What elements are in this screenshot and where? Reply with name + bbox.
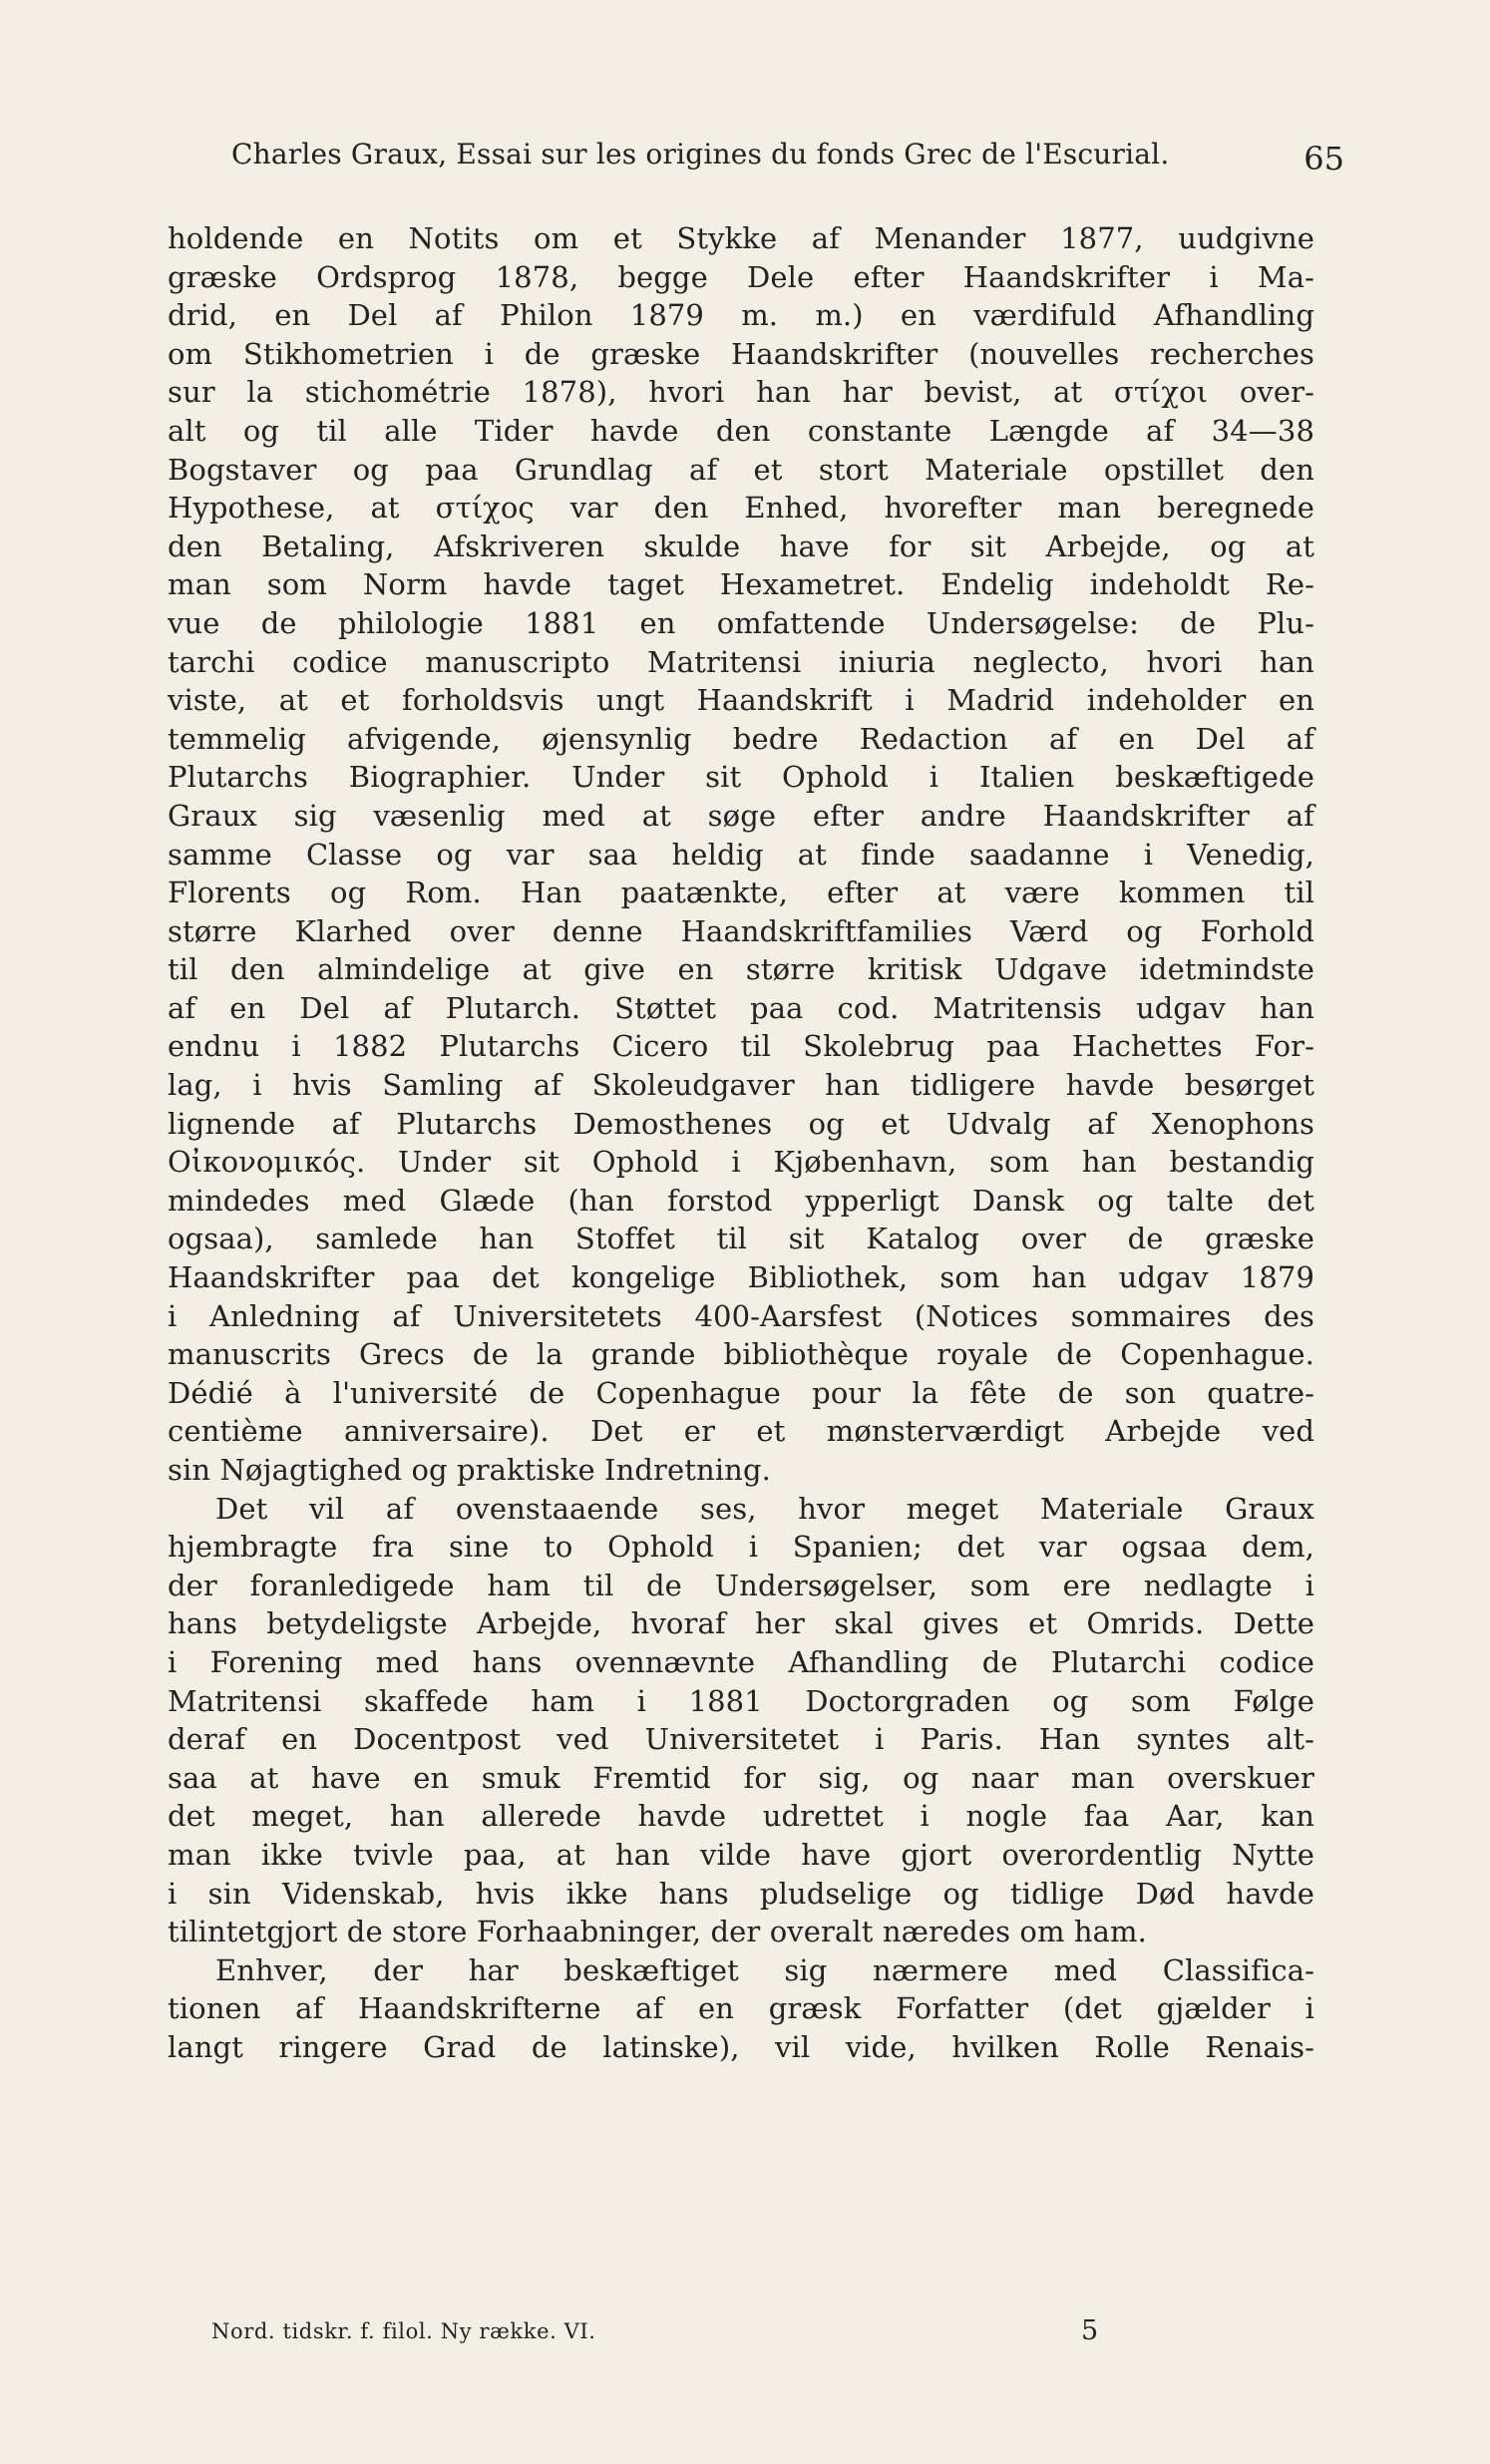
- text-line: Enhver, der har beskæftiget sig nærmere med Classifica-: [215, 1952, 1314, 1987]
- text-line: i Forening med hans ovennævnte Afhandling de Plutarchi codice: [168, 1644, 1314, 1679]
- page-number: 65: [1304, 140, 1344, 177]
- text-line: Haandskrifter paa det kongelige Bibliothek, som han udgav 1879: [168, 1260, 1314, 1295]
- text-line: samme Classe og var saa heldig at finde saadanne i Venedig,: [168, 837, 1314, 872]
- text-line: hjembragte fra sine to Ophold i Spanien; det var ogsaa dem,: [168, 1530, 1314, 1565]
- text-line: temmelig afvigende, øjensynlig bedre Redaction af en Del af: [168, 721, 1314, 756]
- text-line: centième anniversaire). Det er et mønsterværdigt Arbejde ved: [168, 1414, 1314, 1449]
- text-line: Plutarchs Biographier. Under sit Ophold i Italien beskæftigede: [168, 760, 1314, 795]
- text-line: alt og til alle Tider havde den constante Længde af 34—38: [168, 413, 1314, 448]
- text-line: Dédié à l'université de Copenhague pour la fête de son quatre-: [168, 1375, 1314, 1410]
- text-line: ogsaa), samlede han Stoffet til sit Katalog over de græske: [168, 1222, 1314, 1256]
- text-line: den Betaling, Afskriveren skulde have for sit Arbejde, og at: [168, 528, 1314, 563]
- text-line: Hypothese, at στίχος var den Enhed, hvorefter man beregnede: [168, 491, 1314, 526]
- text-line: drid, en Del af Philon 1879 m. m.) en værdifuld Afhandling: [168, 298, 1314, 333]
- text-line: Graux sig væsenlig med at søge efter andre Haandskrifter af: [168, 798, 1314, 833]
- body-text: [168, 219, 1314, 2067]
- text-line: saa at have en smuk Fremtid for sig, og naar man overskuer: [168, 1760, 1314, 1795]
- text-line: til den almindelige at give en større kritisk Udgave idetmindste: [168, 952, 1314, 987]
- text-line: sin Nøjagtighed og praktiske Indretning.: [168, 1453, 771, 1487]
- text-line: lag, i hvis Samling af Skoleudgaver han tidligere havde besørget: [168, 1068, 1314, 1103]
- text-line: deraf en Docentpost ved Universitetet i Paris. Han syntes alt-: [168, 1722, 1314, 1757]
- text-line: Bogstaver og paa Grundlag af et stort Materiale opstillet den: [168, 452, 1314, 487]
- text-line: man som Norm havde taget Hexametret. Endelig indeholdt Re-: [168, 567, 1314, 602]
- text-line: langt ringere Grad de latinske), vil vide, hvilken Rolle Renais-: [168, 2029, 1314, 2064]
- text-line: endnu i 1882 Plutarchs Cicero til Skolebrug paa Hachettes For-: [168, 1029, 1314, 1064]
- text-line: større Klarhed over denne Haandskriftfamilies Værd og Forhold: [168, 913, 1314, 948]
- running-header: [231, 138, 1344, 183]
- text-line: holdende en Notits om et Stykke af Menander 1877, uudgivne: [168, 221, 1314, 255]
- text-line: manuscrits Grecs de la grande bibliothèque royale de Copenhague.: [168, 1337, 1314, 1372]
- text-line: tionen af Haandskrifterne af en græsk Forfatter (det gjælder i: [168, 1991, 1314, 2026]
- text-line: Det vil af ovenstaaende ses, hvor meget Materiale Graux: [215, 1491, 1314, 1526]
- text-line: i Anledning af Universitetets 400-Aarsfest (Notices sommaires des: [168, 1298, 1314, 1333]
- running-title: Charles Graux, Essai sur les origines du fonds Grec de l'Escurial.: [231, 138, 1170, 171]
- text-line: Matritensi skaffede ham i 1881 Doctorgraden og som Følge: [168, 1683, 1314, 1718]
- text-line: mindedes med Glæde (han forstod ypperligt Dansk og talte det: [168, 1183, 1314, 1218]
- text-line: af en Del af Plutarch. Støttet paa cod. Matritensis udgav han: [168, 990, 1314, 1025]
- text-line: lignende af Plutarchs Demosthenes og et Udvalg af Xenophons: [168, 1106, 1314, 1141]
- text-line: om Stikhometrien i de græske Haandskrifter (nouvelles recherches: [168, 336, 1314, 371]
- text-line: vue de philologie 1881 en omfattende Undersøgelse: de Plu-: [168, 605, 1314, 640]
- text-line: der foranledigede ham til de Undersøgelser, som ere nedlagte i: [168, 1568, 1314, 1602]
- journal-reference: Nord. tidskr. f. filol. Ny række. VI.: [211, 2319, 596, 2343]
- text-line: man ikke tvivle paa, at han vilde have gjort overordentlig Nytte: [168, 1837, 1314, 1872]
- text-line: tarchi codice manuscripto Matritensi iniuria neglecto, hvori han: [168, 644, 1314, 679]
- text-line: sur la stichométrie 1878), hvori han har bevist, at στίχοι over-: [168, 375, 1314, 410]
- sheet-signature: 5: [1081, 2315, 1099, 2346]
- footer: [211, 2315, 1109, 2353]
- text-line: Florents og Rom. Han paatænkte, efter at være kommen til: [168, 876, 1314, 910]
- text-line: tilintetgjort de store Forhaabninger, der overalt næredes om ham.: [168, 1915, 1147, 1949]
- text-line: hans betydeligste Arbejde, hvoraf her skal gives et Omrids. Dette: [168, 1606, 1314, 1641]
- text-line: det meget, han allerede havde udrettet i nogle faa Aar, kan: [168, 1799, 1314, 1834]
- text-line: viste, at et forholdsvis ungt Haandskrift i Madrid indeholder en: [168, 683, 1314, 718]
- text-line: i sin Videnskab, hvis ikke hans pludselige og tidlige Død havde: [168, 1876, 1314, 1911]
- text-line: græske Ordsprog 1878, begge Dele efter Haandskrifter i Ma-: [168, 259, 1314, 294]
- text-line: Οἰκονομικός. Under sit Ophold i Kjøbenhavn, som han bestandig: [168, 1145, 1314, 1180]
